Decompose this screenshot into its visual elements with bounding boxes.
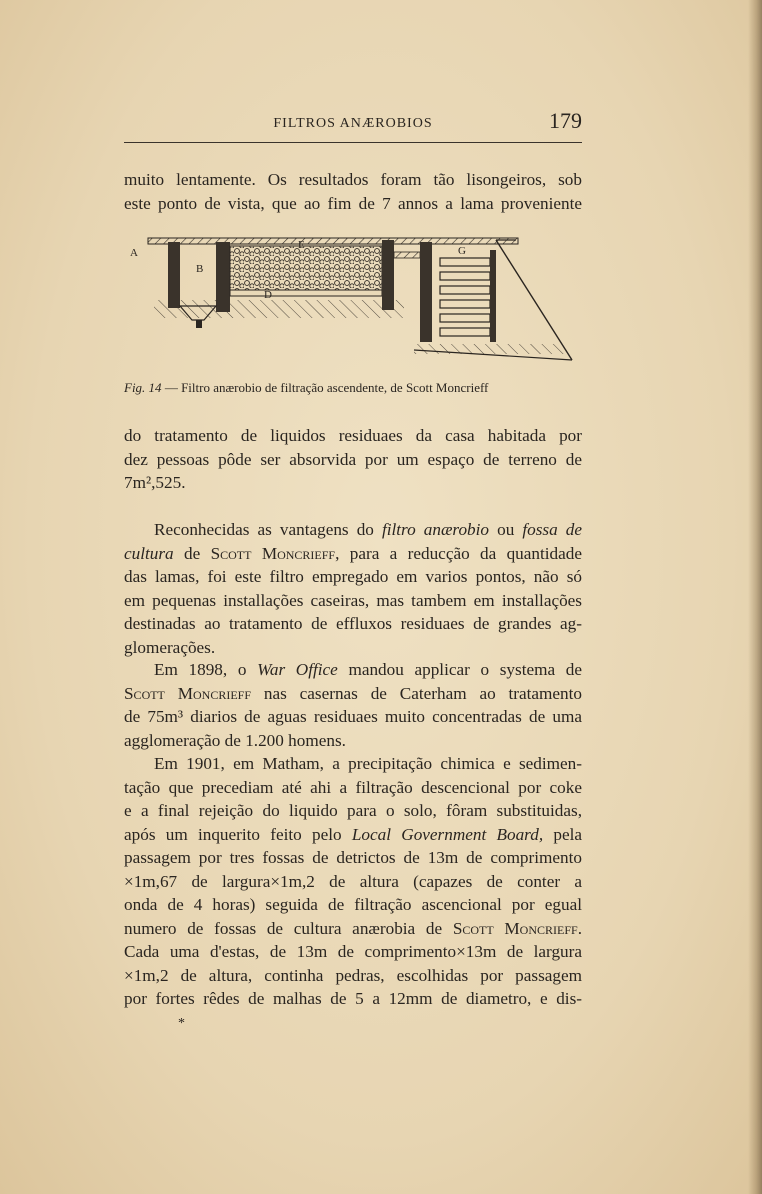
page-number: 179 <box>549 108 582 133</box>
text-line: ×1m,2 de altura, continha pedras, escolhidas por passagem <box>124 965 582 985</box>
page-header <box>124 108 582 143</box>
text-line: cultura de Scott Moncrieff, para a reducção da quantidade <box>124 543 582 563</box>
text-line: numero de fossas de cultura anærobia de Scott Moncrieff. <box>124 918 582 938</box>
paragraph-3 <box>124 658 582 752</box>
label-b: B <box>196 263 204 275</box>
text-line: este ponto de vista, que ao fim de 7 annos a lama proveniente <box>124 193 582 213</box>
text-line: ×1m,67 de largura×1m,2 de altura (capazes de conter a <box>124 871 582 891</box>
text-line: destinadas ao tratamento de effluxos residuaes de grandes ag- <box>124 614 582 633</box>
text-line: glomerações. <box>124 637 216 657</box>
page-edge-shadow <box>748 0 762 1194</box>
text-line: das lamas, foi este filtro empregado em varios pontos, não só <box>124 567 582 586</box>
text-line: em pequenas installações caseiras, mas tambem em installações <box>124 590 582 610</box>
text-line: onda de 4 horas) seguida de filtração ascencional por egual <box>124 895 582 914</box>
caption-label: Fig. 14 <box>124 380 162 395</box>
text-line: do tratamento de liquidos residuaes da casa habitada por <box>124 426 582 445</box>
filter-diagram <box>124 232 582 372</box>
caption-text: — Filtro anærobio de filtração ascendente, de Scott Moncrieff <box>164 380 489 395</box>
text-line: 7m²,525. <box>124 473 186 492</box>
text-line: Cada uma d'estas, de 13m de comprimento×13m de largura <box>124 942 582 961</box>
text-line: muito lentamente. Os resultados foram tão lisongeiros, sob <box>124 170 582 189</box>
wall-mid <box>216 242 230 312</box>
text-line: de 75m³ diarios de aguas residuaes muito concentradas de uma <box>124 707 582 726</box>
label-g: G <box>458 245 466 257</box>
wall-left <box>168 242 180 308</box>
figure-caption <box>124 380 582 396</box>
text-line: tação que precediam até ahi a filtração descencional por coke <box>124 777 582 797</box>
label-e: E <box>298 239 305 251</box>
text-line: passagem por tres fossas de detrictos de 13m de comprimento <box>124 848 582 867</box>
text-line: Em 1901, em Matham, a precipitação chimica e sedimen- <box>154 754 582 773</box>
text-line: Reconhecidas as vantagens do filtro anærobio ou fossa de <box>154 520 582 539</box>
paragraph-1 <box>124 424 582 495</box>
label-d: D <box>264 289 272 301</box>
text-line: e a final rejeição do liquido para o solo, fôram substituidas, <box>124 801 582 820</box>
running-head: FILTROS ANÆROBIOS <box>273 116 433 131</box>
paragraph-4 <box>124 752 582 1011</box>
text-line: agglomeração de 1.200 homens. <box>124 730 346 750</box>
text-line: Em 1898, o War Office mandou applicar o systema de <box>154 660 582 679</box>
outlet-shelves <box>440 258 490 336</box>
paragraph-2 <box>124 518 582 659</box>
text-line: Scott Moncrieff nas casernas de Caterham ao tratamento <box>124 683 583 703</box>
text-line: por fortes rêdes de malhas de 5 a 12mm de diametro, e dis- <box>124 989 582 1008</box>
top-paragraph <box>124 168 582 215</box>
label-a: A <box>130 247 138 259</box>
printer-mark: * <box>178 1016 185 1031</box>
text-line: dez pessoas pôde ser absorvida por um espaço de terreno de <box>124 449 582 469</box>
text-line: após um inquerito feito pelo Local Government Board, pela <box>124 824 583 844</box>
